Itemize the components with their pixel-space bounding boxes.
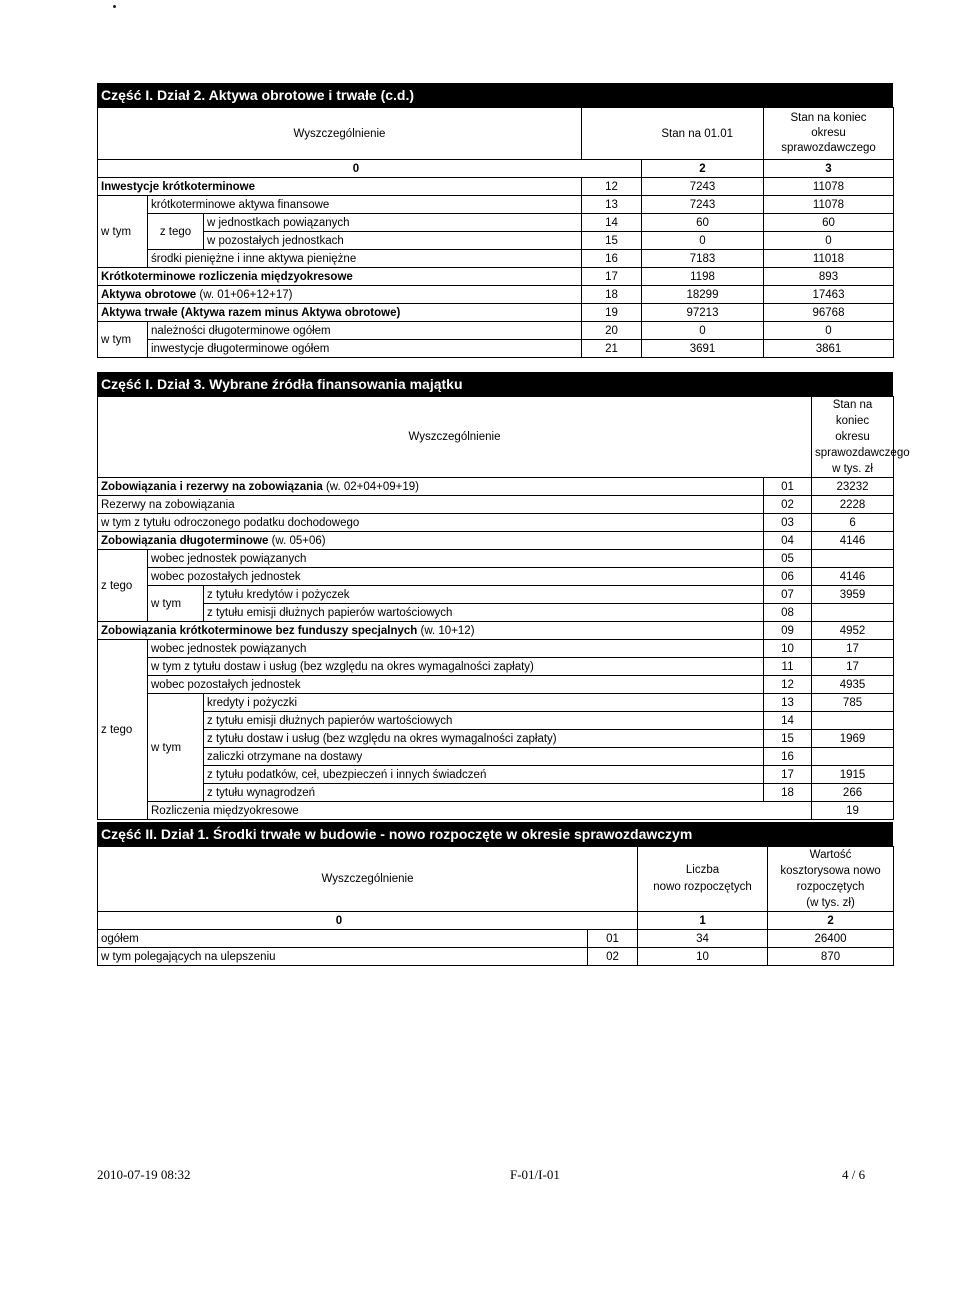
- table-row: z tytułu emisji dłużnych papierów wartościowych 08: [98, 604, 894, 622]
- section-title: Część I. Dział 3. Wybrane źródła finansowania majątku: [97, 372, 893, 396]
- section-title: Część II. Dział 1. Środki trwałe w budowie - nowo rozpoczęte w okresie sprawozdawczym: [97, 822, 893, 846]
- header-desc: Wyszczególnienie: [98, 397, 812, 478]
- table-row: Aktywa obrotowe (w. 01+06+12+17) 18 18299 17463: [98, 286, 894, 304]
- table-row: z tytułu emisji dłużnych papierów wartościowych 14: [98, 712, 894, 730]
- financing-table: [97, 396, 910, 820]
- table-row: w tym z tytułu odroczonego podatku dochodowego 03 6: [98, 514, 894, 532]
- speck: [113, 5, 116, 8]
- assets-table: [97, 107, 894, 358]
- footer-page-number: 4 / 6: [842, 1167, 866, 1182]
- table-row: wobec pozostałych jednostek 12 4935: [98, 676, 894, 694]
- section-assets: [97, 83, 893, 358]
- table-row: w tym krótkoterminowe aktywa finansowe 13 7243 11078: [98, 196, 894, 214]
- header-row: [98, 397, 894, 478]
- table-row: Aktywa trwałe (Aktywa razem minus Aktywa obrotowe) 19 97213 96768: [98, 304, 894, 322]
- header-value: Wartość kosztorysowa nowo rozpoczętych (w tys. zł): [768, 847, 894, 912]
- table-row: w tym z tytułu kredytów i pożyczek 07 3959: [98, 586, 894, 604]
- section-financing: [97, 372, 910, 820]
- table-row: Inwestycje krótkoterminowe 12 7243 11078: [98, 178, 894, 196]
- table-row: Rezerwy na zobowiązania 02 2228: [98, 496, 894, 514]
- table-row: zaliczki otrzymane na dostawy 16: [98, 748, 894, 766]
- header-row: [98, 108, 894, 160]
- table-row: w pozostałych jednostkach 15 0 0: [98, 232, 894, 250]
- section-title: Część I. Dział 2. Aktywa obrotowe i trwałe (c.d.): [97, 83, 893, 107]
- table-row: Krótkoterminowe rozliczenia międzyokresowe 17 1198 893: [98, 268, 894, 286]
- table-row: z tytułu wynagrodzeń 18 266: [98, 784, 894, 802]
- table-row: z tytułu podatków, ceł, ubezpieczeń i innych świadczeń 17 1915: [98, 766, 894, 784]
- table-row: w tym kredyty i pożyczki 13 785: [98, 694, 894, 712]
- table-row: Zobowiązania krótkoterminowe bez funduszy specjalnych (w. 10+12) 09 4952: [98, 622, 894, 640]
- construction-table: [97, 846, 894, 966]
- column-number-row: 0 2 3: [98, 160, 894, 178]
- footer-datetime: 2010-07-19 08:32: [97, 1167, 191, 1182]
- header-desc: Wyszczególnienie: [98, 847, 638, 912]
- header-start: Stan na 01.01: [582, 108, 764, 160]
- table-row: Zobowiązania długoterminowe (w. 05+06) 04 4146: [98, 532, 894, 550]
- table-row: Zobowiązania i rezerwy na zobowiązania (w. 02+04+09+19) 01 23232: [98, 478, 894, 496]
- header-value: Stan na koniec okresu sprawozdawczego w tys. zł: [812, 397, 894, 478]
- table-row: ogółem 01 34 26400: [98, 930, 894, 948]
- table-row: z tytułu dostaw i usług (bez względu na okres wymagalności zapłaty) 15 1969: [98, 730, 894, 748]
- table-row: z tego wobec jednostek powiązanych 05: [98, 550, 894, 568]
- table-row: wobec pozostałych jednostek 06 4146: [98, 568, 894, 586]
- footer-form-code: F-01/I-01: [510, 1167, 560, 1182]
- table-row: środki pieniężne i inne aktywa pieniężne 16 7183 11018: [98, 250, 894, 268]
- header-desc: Wyszczególnienie: [98, 108, 582, 160]
- table-row: w tym należności długoterminowe ogółem 20 0 0: [98, 322, 894, 340]
- column-number-row: 0 1 2: [98, 912, 894, 930]
- header-count: Liczba nowo rozpoczętych: [638, 847, 768, 912]
- table-row: w tym z tytułu dostaw i usług (bez względu na okres wymagalności zapłaty) 11 17: [98, 658, 894, 676]
- table-row: z tego w jednostkach powiązanych 14 60 60: [98, 214, 894, 232]
- header-end: Stan na koniec okresu sprawozdawczego: [764, 108, 894, 160]
- table-row: inwestycje długoterminowe ogółem 21 3691 3861: [98, 340, 894, 358]
- table-row: w tym polegających na ulepszeniu 02 10 870: [98, 948, 894, 966]
- table-row: Rozliczenia międzyokresowe 19: [98, 802, 894, 820]
- section-fixed-assets-construction: [97, 822, 893, 966]
- header-row: [98, 847, 894, 912]
- table-row: z tego wobec jednostek powiązanych 10 17: [98, 640, 894, 658]
